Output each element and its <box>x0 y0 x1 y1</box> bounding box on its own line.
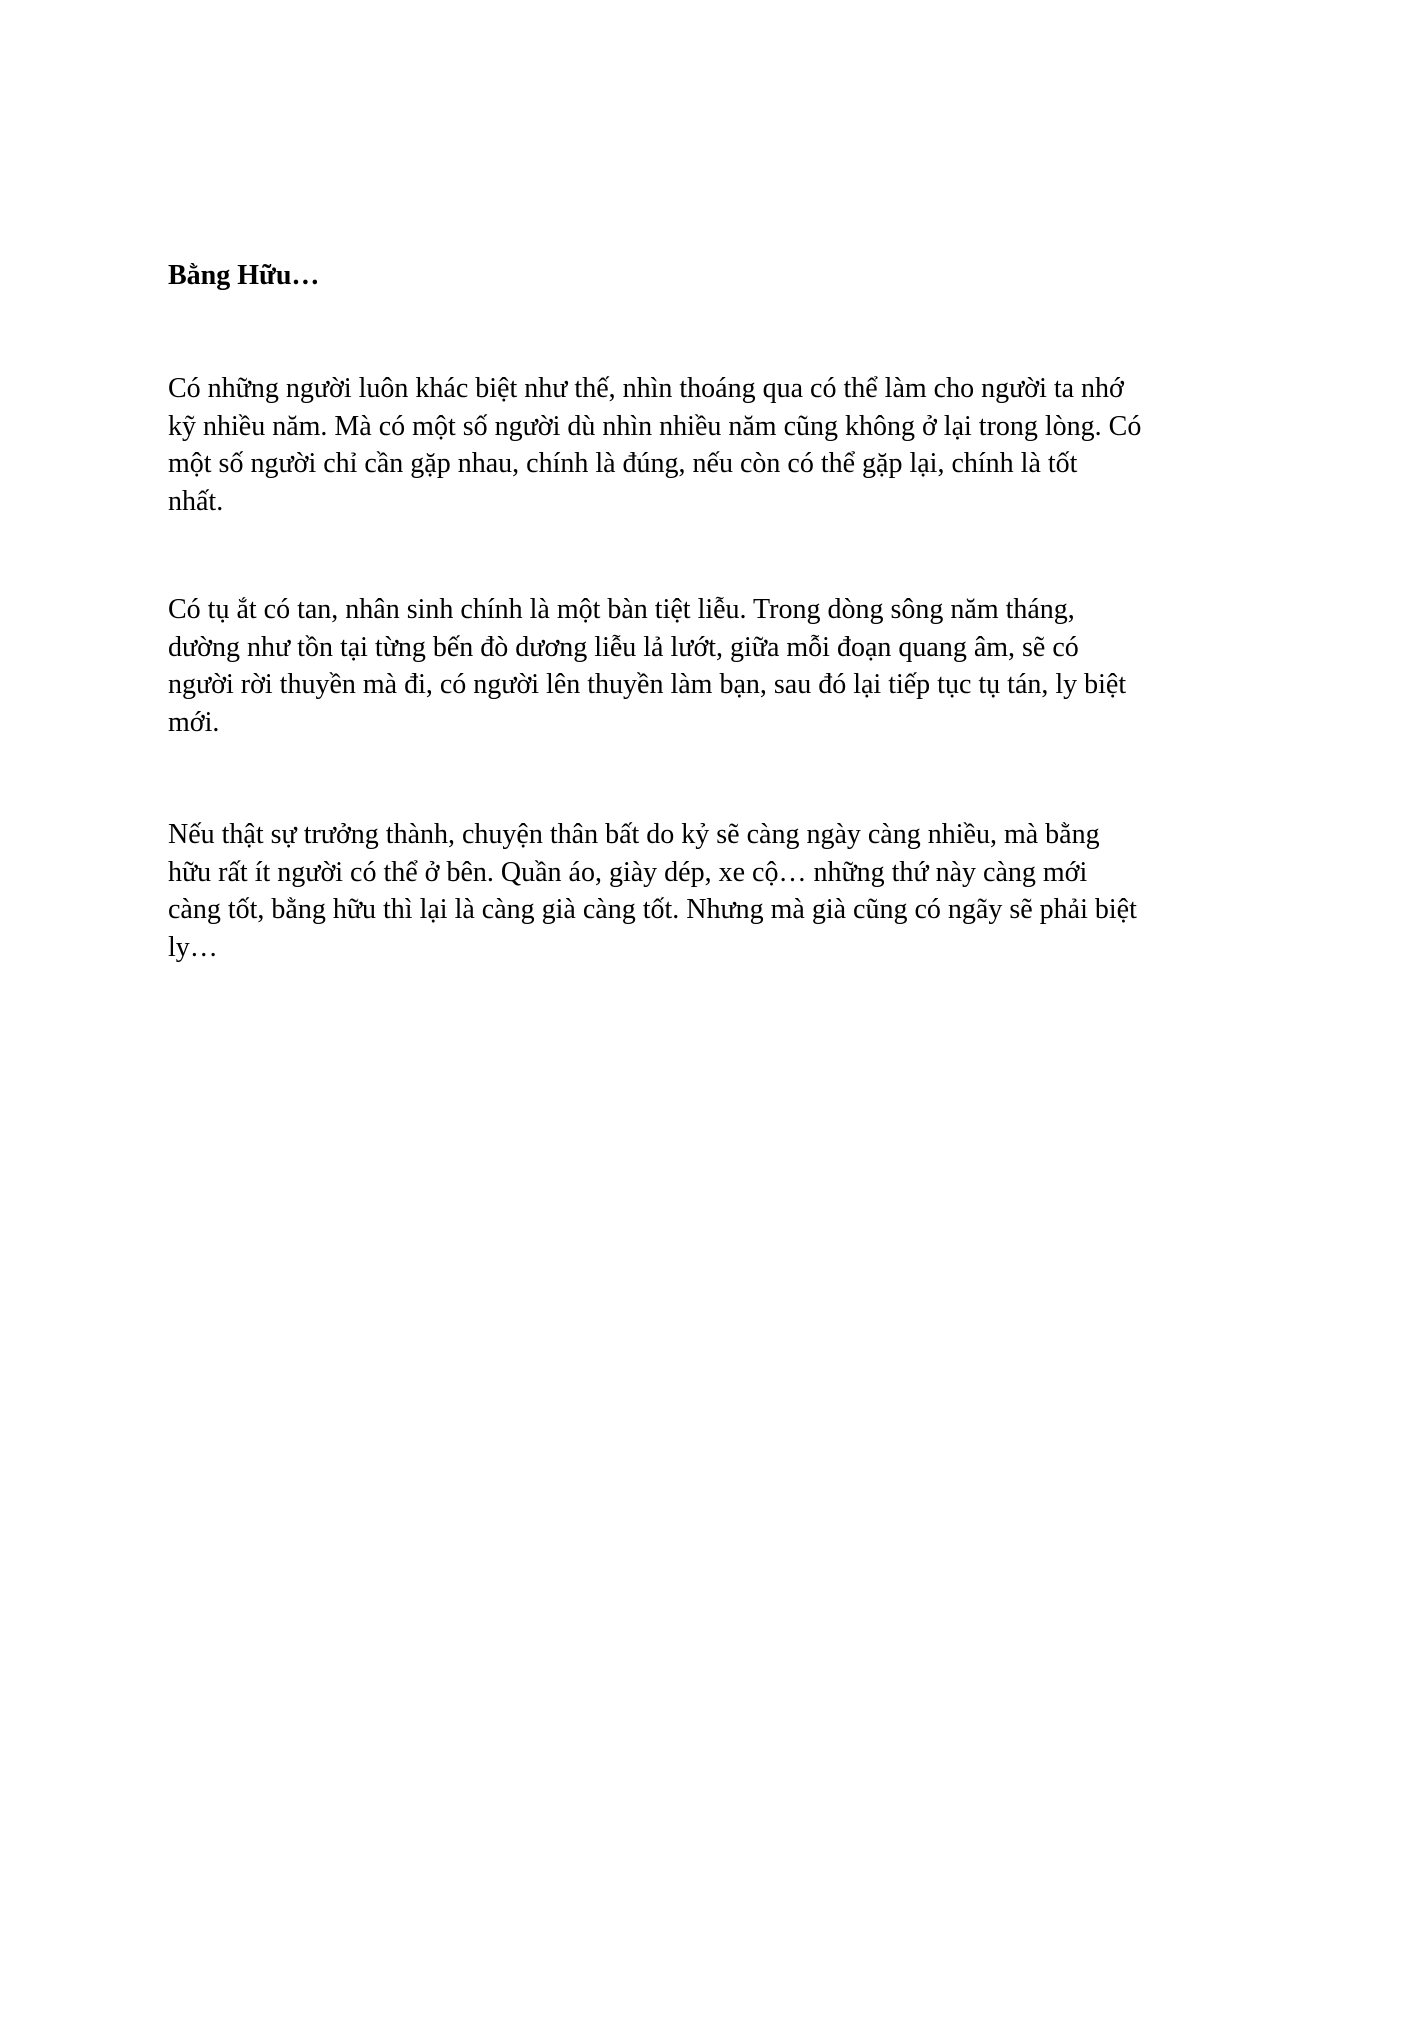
paragraph-line: nhất. <box>168 485 224 517</box>
paragraph-2 <box>168 591 1278 741</box>
paragraph-line: càng tốt, bằng hữu thì lại là càng già càng tốt. Nhưng mà già cũng có ngãy sẽ phải biệt <box>168 894 1137 925</box>
paragraph-line: ly… <box>168 931 218 963</box>
paragraph-line: kỹ nhiều năm. Mà có một số người dù nhìn nhiều năm cũng không ở lại trong lòng. Có <box>168 410 1142 442</box>
document-title: Bằng Hữu… <box>168 260 320 291</box>
paragraph-line: dường như tồn tại từng bến đò dương liễu lả lướt, giữa mỗi đoạn quang âm, sẽ có <box>168 631 1079 663</box>
paragraph-line: Có những người luôn khác biệt như thế, nhìn thoáng qua có thể làm cho người ta nhớ <box>168 373 1124 404</box>
paragraph-line: mới. <box>168 706 220 738</box>
paragraph-line: một số người chỉ cần gặp nhau, chính là đúng, nếu còn có thể gặp lại, chính là tốt <box>168 448 1078 479</box>
paragraph-line: Nếu thật sự trưởng thành, chuyện thân bất do kỷ sẽ càng ngày càng nhiều, mà bằng <box>168 819 1100 850</box>
paragraph-line: Có tụ ắt có tan, nhân sinh chính là một bàn tiệt liễu. Trong dòng sông năm tháng, <box>168 594 1075 625</box>
paragraph-1 <box>168 370 1278 520</box>
paragraph-line: người rời thuyền mà đi, có người lên thuyền làm bạn, sau đó lại tiếp tục tụ tán, ly biệt <box>168 669 1127 700</box>
paragraph-line: hữu rất ít người có thể ở bên. Quần áo, giày dép, xe cộ… những thứ này càng mới <box>168 856 1088 888</box>
paragraph-3 <box>168 816 1278 966</box>
